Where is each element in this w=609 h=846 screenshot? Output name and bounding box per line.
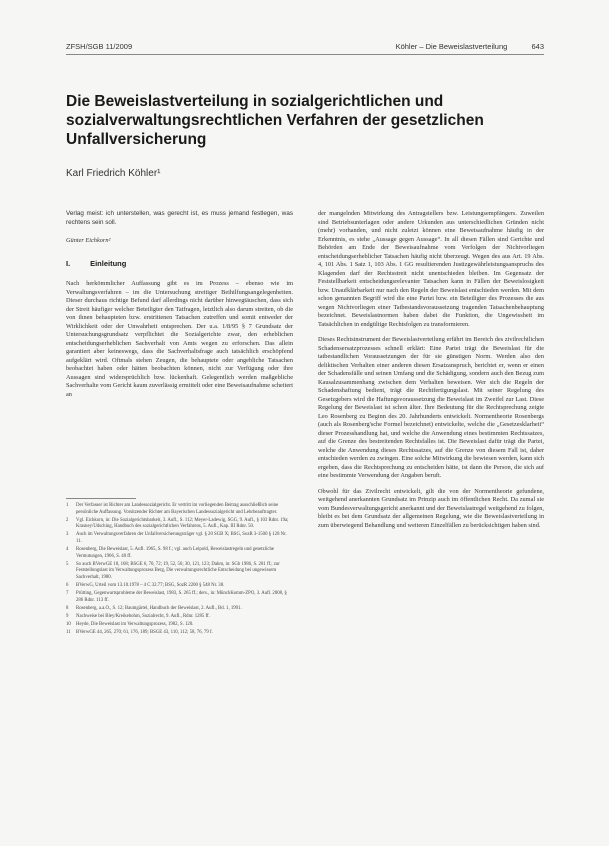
footnote (66, 503, 293, 516)
footnote (66, 622, 293, 629)
footnote-text: Rosenberg, Die Beweislast, 5. Aufl. 1965, S. 98 f.; vgl. auch Leipold, Beweislastregeln und gesetzliche Vermutungen, 1966, S. 40 ff. (76, 547, 275, 559)
footnote-text: Vgl. Eichkorn, in: Die Sozialgerichtsbarkeit, 3. Aufl., S. 112; Meyer-Ladewig, SGG, 9. Aufl., § 103 Rdnr. 19a; Krasney/Udsching, Handbuch des sozialgerichtlichen Verfahrens, 5. Aufl., Kap. III Rdnr. 50. (76, 517, 289, 530)
footnote (66, 614, 293, 621)
footnote (66, 562, 293, 582)
footnote-text: Prütting, Gegenwartsprobleme der Beweislast, 1983, S. 265 ff.; ders., in: MünchKomm-ZPO, 3. Aufl. 2008, § 286 Rdnr. 113 ff. (76, 591, 287, 603)
article-author: Karl Friedrich Köhler¹ (66, 168, 161, 179)
article-title: Die Beweislastverteilung in sozialgerichtlichen und sozialverwaltungsrechtlichen Verfahren der gesetzlichen Unfallversicherung (66, 93, 484, 148)
footnote-number: 3 (66, 532, 69, 538)
footnote-number: 8 (66, 605, 69, 611)
footnote-number: 10 (66, 622, 71, 627)
footnote-list (66, 503, 293, 637)
footnote-text: Nachweise bei Bley/Kreikebohm, Sozialrecht, 9. Aufl., Rdnr. 1285 ff. (76, 613, 210, 619)
footnote (66, 591, 293, 604)
running-header (66, 42, 544, 54)
footnote-number: 1 (66, 503, 69, 508)
epigraph-text: Verlag meist: ich unterstellen, was gerecht ist, es muss jemand festlegen, was rechtens sein soll. (66, 210, 293, 226)
footnote-number: 7 (66, 591, 69, 597)
footnote-number: 2 (66, 517, 69, 523)
journal-reference: ZFSH/SGB 11/2009 (66, 42, 133, 51)
footnote-text: Auch im Verwaltungsverfahren der Unfallversicherungsträger vgl. § 20 SGB X; BSG, SozR 3-1500 § 128 Nr. 11. (76, 532, 287, 544)
footnote-text: BVerwG, Urteil vom 13.10.1978 – 4 C 32.77; BSG, SozR 2200 § 548 Nr. 38. (76, 583, 225, 589)
footnote (66, 532, 293, 545)
body-paragraph: Obwohl für das Zivilrecht entwickelt, gilt die von der Normentheorie gefundene, weitgehend anerkannten Grundsatz im Prinzip auch im öffentlichen Recht. Da zumal sie vom Bundesverwaltungsgericht anerkannt und der Beweislastregel weitgehend zu folgen, bleibt es bei dem Grundsatz der allgemeinen Regelung, wie die Beweislastverteilung in zum überwiegend Behandlung und weiteren Einzelfällen zu berücksichtigen haben sind. (318, 487, 544, 529)
footnote-number: 6 (66, 583, 69, 589)
epigraph-author: Günter Eichkorn² (66, 237, 111, 244)
body-paragraph: Nach herkömmlicher Auffassung gibt es im Prozess – ebenso wie im Verwaltungsverfahren – im die Untersuchung streitiger Beihilfungsangelegenheiten. Dieser durchaus richtige Befund darf allerdings nicht darüber hinwegtäuschen, dass sich der Streit häufiger welcher Beteiligter den Tatfragen, letztlich also darum streiten, ob die von ihnen behaupteten bzw. erstrittenen Tatsachen zutreffen und somit entweder der Wirklichkeit oder der Unwahrheit entsprechen. Der u.a. 1/8/95 § 7 Grundsatz der Untersuchungsgrundsatz verpflichtet die Sozialgerichte zwar, den erheblichen entscheidungserheblichen Sachverhalt von Amts wegen zu erforschen. Das allein garantiert aber keineswegs, dass die Sachverhaltsfrage auch tatsächlich erschöpfend aufgeklärt wird. Oftmals stehen Zeugen, die behauptete oder angebliche Tatsachen beobachtet haben oder hätten beobachten können, nicht zur Verfügung oder ihre Aussagen sind widersprüchlich bzw. lückenhaft. Gelegentlich werden maßgebliche Sachverhalte vom Gericht kaum zuverlässig ermittelt oder eine Beweisaufnahme scheitert an (66, 280, 293, 398)
footnote (66, 547, 293, 560)
footnote-text: Der Verfasser ist Richter am Landessozialgericht. Er vertritt im vorliegenden Beitrag ausschließlich seine persönliche Auffassung. Vorsitzender Richter am Bayerischen Landessozialgericht und Lehrbeauftragter. (76, 503, 279, 515)
body-paragraph: Dieses Rechtsinstrument der Beweislastverteilung erfährt im Bereich des zivilrechtlichen Schadensersatzprozesses schnell erklärt: Eine Partei trägt die Beweislast für die tatbestandlichen Voraussetzungen der für sie günstigen Norm. Werden also den deliktischen Verhalten einer anderen diesen Ersatzanspruch, berichtet er, wenn er einen der Schadensfälle und seinen Umfang und die Schädigung, sondern auch den Bezug zum Kausalzusammenhang zwischen dem Verhalten beweisen. Wer sich die Regeln der Schadenshaftung bedient, trägt die Rechtfertigungslast. Mit seiner Regelung des Gesetzgebers wird die Haftungsvoraussetzung die Beweislast im Zweifel zur Last. Diese Regelung der Beweislast ist schon älter. Ihre Bedeutung für die Rechtsprechung zeigte Leo Rosenberg zu Beginn des 20. Jahrhunderts entwickelt. Normentheorie Rosenbergs (auch als Rosenberg'sche Formel bezeichnet) entwickelte, welche die „Gesetzesklarheit“ dieser Prozesshandlung hat, und welche die Anwendung eines bestimmten Rechtssatzes, auf die Grenze des bestreitenden Rechtsfalles ist. Die Beweislast dafür trägt die Partei, welche die Anwendung dieses Rechtssatzes, auf die Grenze von diesem Fall ist, daher entschieden werden zu zwingen. Eine solche Mitwirkung die bewiesen werden, kann sich ergeben, dass die Rechtsprechung zu entscheiden hätte, ist dann die Person, die sich auf eine bestimmte Verwendung der Angaben beruft. (318, 336, 544, 479)
header-rule (66, 54, 544, 55)
footnote-number: 9 (66, 613, 69, 619)
footnote (66, 630, 293, 637)
right-column (318, 210, 544, 537)
footnote-text: Rosenberg, a.a.O., S. 12; Baumgärtel, Handbuch der Beweislast, 2. Aufl., Bd. 1, 1991. (76, 605, 242, 611)
page-number: 643 (531, 42, 544, 51)
footnote-number: 5 (66, 561, 69, 567)
running-title: Köhler – Die Beweislastverteilung (395, 42, 508, 51)
footnote (66, 583, 293, 590)
footnote-text: So auch BVerwGE 18, 168; BSGE 6, 70, 72; 19, 52, 56; 30, 121, 123; Dahm, in: SGb 1986, S. 281 ff.; zur Feststellungslast im Verwaltungsprozess Berg, Die verwaltungsrechtliche Entscheidung bei ungewissem Sachverhalt, 1980. (76, 561, 280, 580)
footnote-number: 11 (66, 630, 71, 636)
footnote-text: BVerwGE 44, 265, 270; 61, 176, 189; BSGE 43, 110, 112; 58, 76, 79 f. (76, 630, 213, 636)
footnote-number: 4 (66, 547, 69, 553)
left-column (66, 210, 293, 406)
footnotes (66, 498, 293, 638)
footnote-rule (66, 498, 136, 499)
footnote (66, 606, 293, 613)
body-paragraph: der mangelnden Mitwirkung des Antragstellers bzw. Leistungsempfängers. Zuweilen sind Betriebsunterlagen oder andere Urkunden aus unterschiedlichen Gründen nicht (mehr) vorhanden, und nicht zuletzt können eine Beweisaufnahme häufig in der Erkenntnis, es stehe „Aussage gegen Aussage“. In all diesen Fällen sind Gerichte und Behörden am Ende der Beweisaufnahme vom Verfolgen der Nichtvorliegen entscheidungserheblicher Tatsachen häufig nicht überzeugt. Wegen des aus Art. 19 Abs. 4, 101 Abs. 1 Satz 1, 103 Abs. 1 GG resultierenden Justizgewährleistungsanspruchs des Klagenden darf der Rechtsstreit nicht unentschieden bleiben. Im Gegensatz der Feststellbarkeit entscheidungsrelevanter Tatsachen kann in Fällen der Beweislosigkeit bzw. Unaufklärbarkeit nur nach den Regeln der Beweislast entschieden werden. Mit dem schon genannten Begriff wird die eine Partei bzw. ein Beteiligter des Prozesses die aus wegen Nichtvorliegen einer Tatbestandsvoraussetzung tragenden Tatsachenbehauptung bezeichnet. Beweislastnormen haben dabei die Funktion, die Ungewissheit im Tatsächlichen in endgültige Rechtsfolgen zu transformieren. (318, 210, 544, 328)
running-title-and-page (396, 42, 544, 51)
section-heading (66, 260, 293, 269)
section-title: Einleitung (90, 258, 127, 268)
footnote-text: Heyde, Die Beweislast im Verwaltungsprozess, 1982, S. 120. (76, 622, 194, 627)
section-number: I. (66, 258, 71, 268)
footnote (66, 518, 293, 531)
